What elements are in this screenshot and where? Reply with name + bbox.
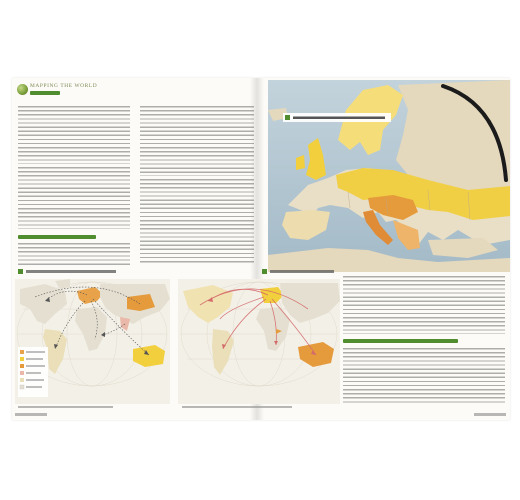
chapter-subtitle <box>30 91 60 95</box>
body-text-paragraph <box>140 106 254 176</box>
body-text-paragraph <box>343 348 505 405</box>
map-source-caption <box>18 406 113 408</box>
body-text-paragraph <box>18 167 130 229</box>
body-text-paragraph <box>18 243 130 265</box>
page-number-right <box>474 413 506 416</box>
map-source-caption <box>182 406 292 408</box>
globe-icon <box>17 84 28 95</box>
twentieth-century-migration-world-map <box>178 279 340 404</box>
map-title-marker <box>285 115 290 120</box>
map-title <box>270 270 334 273</box>
section-heading <box>18 235 96 239</box>
map-title <box>26 270 116 273</box>
map-title-marker <box>262 269 267 274</box>
map-title-marker <box>18 269 23 274</box>
colonial-migration-world-map <box>15 279 170 404</box>
series-title: MAPPING THE WORLD <box>30 83 98 89</box>
europe-emigration-map <box>268 80 510 272</box>
body-text-paragraph <box>343 276 505 334</box>
section-heading <box>343 339 458 343</box>
body-text-paragraph <box>18 106 130 164</box>
body-text-paragraph <box>140 179 254 263</box>
map-title <box>293 117 385 120</box>
page-number-left <box>15 413 47 416</box>
